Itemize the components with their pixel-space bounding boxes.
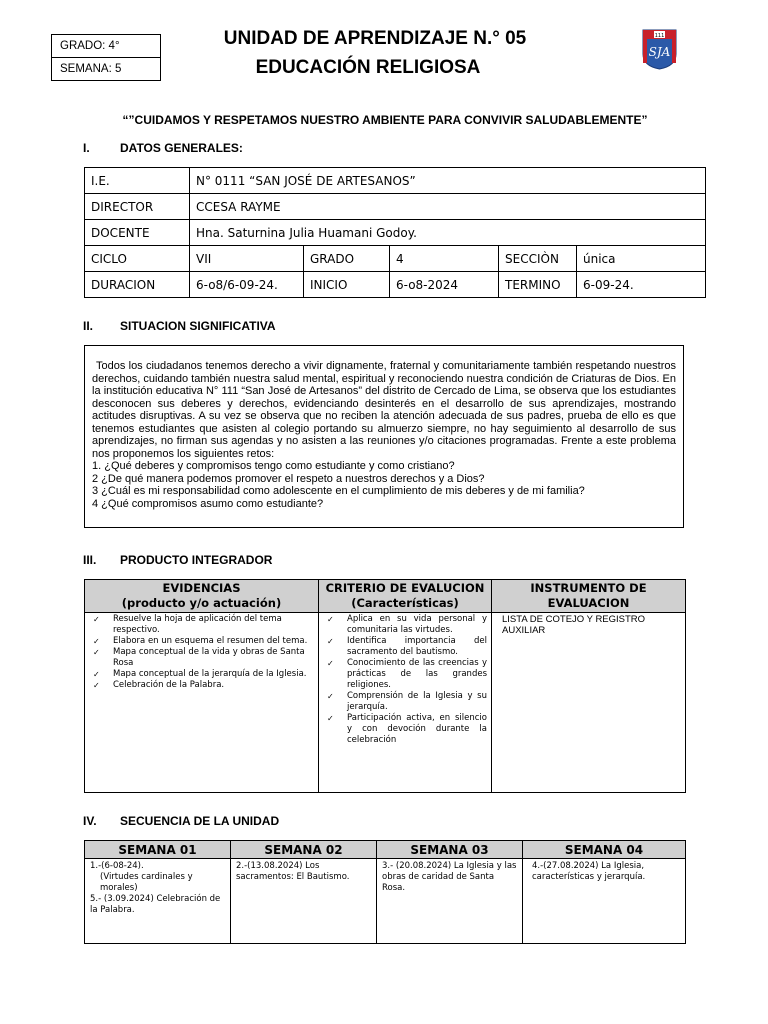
challenge-question: 4 ¿Qué compromisos asumo como estudiante? [92, 497, 324, 510]
evidence-item: ✓ Mapa conceptual de la vida y obras de Santa Rosa [113, 647, 314, 669]
week-header: SEMANA 01 [85, 841, 231, 859]
school-logo-icon [641, 28, 678, 70]
week-3-cell: 3.- (20.08.2024) La Iglesia y las obras de caridad de Santa Rosa. [377, 859, 523, 944]
logo-number: 111 [654, 33, 665, 39]
header-line: CRITERIO DE EVALUCION [325, 581, 485, 595]
inicio-label: INICIO [304, 272, 390, 298]
instrument-cell: LISTA DE COTEJO Y REGISTRO AUXILIAR [492, 613, 686, 793]
docente-value: Hna. Saturnina Julia Huamani Godoy. [190, 220, 706, 246]
header-line: (Características) [351, 596, 459, 610]
duracion-label: DURACION [85, 272, 190, 298]
ie-label: I.E. [85, 168, 190, 194]
integrating-product-table [84, 579, 686, 793]
criteria-item: ✓ Participación activa, en silencio y con devoción durante la celebración [347, 713, 487, 746]
director-label: DIRECTOR [85, 194, 190, 220]
section-number: I. [83, 141, 90, 155]
criteria-item: ✓ Comprensión de la Iglesia y su jerarquía. [347, 691, 487, 713]
criteria-item: ✓ Conocimiento de las creencias y prácticas de las grandes religiones. [347, 658, 487, 691]
header-line: INSTRUMENTO DE [530, 581, 647, 595]
week-4-cell: 4.-(27.08.2024) La Iglesia, características y jerarquía. [523, 859, 686, 944]
table-row [85, 272, 706, 298]
logo-letters: SJA [648, 45, 671, 59]
grade-label: GRADO: 4° [60, 40, 120, 52]
situation-paragraph: Todos los ciudadanos tenemos derecho a vivir dignamente, fraternal y comunitariamente también respetando nuestros derechos, cuidando también nuestra salud mental, espiritual y reconociendo nuestra condición de Criaturas de Dios. En la institución educativa N° 111 “San José de Artesanos” del distrito de Cercado de Lima, se observa que los estudiantes desconocen sus deberes y derechos, evidenciando desinterés en el desarrollo de sus aprendizajes, mostrando actitudes disruptivas. A su vez se observa que no reciben la atención adecuada de sus padres, prueba de ello es que tenemos estudiantes que asisten al colegio portando su almuerzo siempre, no hay seguimiento al desarrollo de sus aprendizajes, no firman sus agendas y no asisten a las reuniones y/o citaciones programadas. Frente a este problema nos proponemos los siguientes retos: [92, 360, 676, 460]
instrument-header [492, 580, 686, 613]
session-item: 1.-(6-08-24). [90, 861, 144, 871]
criteria-cell [319, 613, 492, 793]
section-number: IV. [83, 814, 97, 828]
termino-value: 6-09-24. [577, 272, 706, 298]
section-number: III. [83, 553, 97, 567]
ie-value: N° 0111 “SAN JOSÉ DE ARTESANOS” [190, 168, 706, 194]
seccion-value: única [577, 246, 706, 272]
section-number: II. [83, 319, 94, 333]
evidence-header [85, 580, 319, 613]
grado-value: 4 [390, 246, 499, 272]
evidence-item: ✓ Mapa conceptual de la jerarquía de la Iglesia. [113, 669, 314, 680]
grado-label: GRADO [304, 246, 390, 272]
grade-week-box [51, 34, 161, 81]
inicio-value: 6-o8-2024 [390, 272, 499, 298]
week-1-cell [85, 859, 231, 944]
director-value: CCESA RAYME [190, 194, 706, 220]
criteria-item: ✓ Aplica en su vida personal y comunitaria las virtudes. [347, 614, 487, 636]
unit-sequence-table [84, 840, 686, 944]
section-title: PRODUCTO INTEGRADOR [120, 553, 273, 567]
table-row [85, 246, 706, 272]
general-data-table [84, 167, 706, 298]
session-item: (Virtudes cardinales y morales) [100, 872, 193, 893]
significant-situation-box [84, 345, 684, 528]
evidence-item: ✓ Celebración de la Palabra. [113, 680, 314, 691]
table-header-row [85, 580, 686, 613]
header-line: (producto y/o actuación) [121, 596, 282, 610]
challenge-question: 2 ¿De qué manera podemos promover el respeto a nuestros derechos y a Dios? [92, 472, 485, 485]
criteria-item: ✓ Identifica importancia del sacramento del bautismo. [347, 636, 487, 658]
week-header: SEMANA 02 [231, 841, 377, 859]
ciclo-label: CICLO [85, 246, 190, 272]
session-item: 5.- (3.09.2024) Celebración de la Palabra. [90, 894, 221, 915]
page-title: UNIDAD DE APRENDIZAJE N.° 05 [223, 28, 527, 49]
week-header: SEMANA 04 [523, 841, 686, 859]
page-subject: EDUCACIÓN RELIGIOSA [255, 57, 481, 78]
week-label: SEMANA: 5 [52, 57, 160, 80]
table-row [85, 220, 706, 246]
duracion-value: 6-o8/6-09-24. [190, 272, 304, 298]
section-title: SITUACION SIGNIFICATIVA [120, 319, 276, 333]
table-row [85, 168, 706, 194]
table-row [85, 194, 706, 220]
table-row [85, 859, 686, 944]
header-line: EVIDENCIAS [162, 581, 241, 595]
week-2-cell: 2.-(13.08.2024) Los sacramentos: El Bautismo. [231, 859, 377, 944]
evidence-item: ✓ Resuelve la hoja de aplicación del tema respectivo. [113, 614, 314, 636]
criteria-header [319, 580, 492, 613]
evidence-cell [85, 613, 319, 793]
week-header: SEMANA 03 [377, 841, 523, 859]
header-line: EVALUACION [547, 596, 630, 610]
docente-label: DOCENTE [85, 220, 190, 246]
challenge-question: 3 ¿Cuál es mi responsabilidad como adolescente en el cumplimiento de mis deberes y de mi familia? [92, 485, 585, 497]
table-header-row [85, 841, 686, 859]
seccion-label: SECCIÒN [499, 246, 577, 272]
evidence-item: ✓ Elabora en un esquema el resumen del tema. [113, 636, 314, 647]
section-title: DATOS GENERALES: [120, 141, 243, 155]
termino-label: TERMINO [499, 272, 577, 298]
section-title: SECUENCIA DE LA UNIDAD [120, 814, 280, 828]
ciclo-value: VII [190, 246, 304, 272]
unit-subtitle: “”CUIDAMOS Y RESPETAMOS NUESTRO AMBIENTE PARA CONVIVIR SALUDABLEMENTE” [122, 113, 648, 127]
challenge-question: 1. ¿Qué deberes y compromisos tengo como estudiante y como cristiano? [92, 460, 455, 472]
table-row [85, 613, 686, 793]
